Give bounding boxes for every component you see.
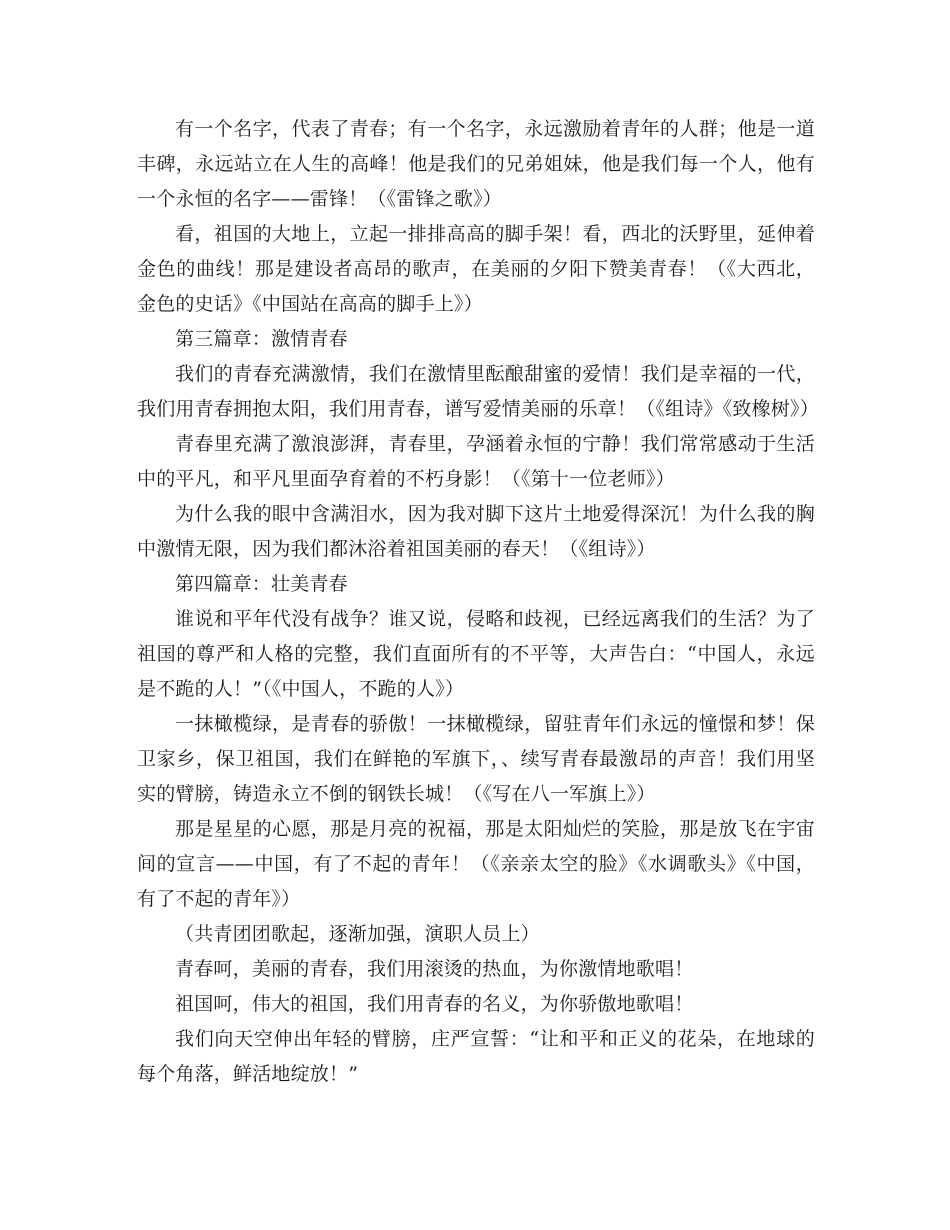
- document-body: [137, 112, 819, 1092]
- paragraph-motherland-scaffold: 看，祖国的大地上，立起一排排高高的脚手架！看，西北的沃野里，延伸着金色的曲线！那是建设者高昂的歌声，在美丽的夕阳下赞美青春！（《大西北，金色的史话》《中国站在高高的脚手上》）: [137, 223, 815, 315]
- stage-direction: （共青团团歌起，逐渐加强，演职人员上）: [175, 923, 540, 945]
- paragraph-olive-green: 一抹橄榄绿，是青春的骄傲！一抹橄榄绿，留驻青年们永远的憧憬和梦！保卫家乡，保卫祖国，我们在鲜艳的军旗下，、续写青春最激昂的声音！我们用坚实的臂膀，铸造永立不倒的钢铁长城！（《写在八一军旗上》）: [137, 713, 815, 805]
- paragraph-passion-love: 我们的青春充满激情，我们在激情里酝酿甜蜜的爱情！我们是幸福的一代，我们用青春拥抱太阳，我们用青春，谱写爱情美丽的乐章！（《组诗》《致橡树》）: [137, 363, 819, 420]
- section-heading-chapter-four: 第四篇章：壮美青春: [175, 573, 348, 595]
- paragraph-youth-waves: 青春里充满了激浪澎湃，青春里，孕涵着永恒的宁静！我们常常感动于生活中的平凡，和平凡里面孕育着的不朽身影！（《第十一位老师》）: [137, 433, 815, 490]
- paragraph-stars-wish: 那是星星的心愿，那是月亮的祝福，那是太阳灿烂的笑脸，那是放飞在宇宙间的宣言——中国，有了不起的青年！（《亲亲太空的脸》《水调歌头》《中国，有了不起的青年》）: [137, 818, 815, 910]
- paragraph-tears-land: 为什么我的眼中含满泪水，因为我对脚下这片土地爱得深沉！为什么我的胸中激情无限，因为我们都沐浴着祖国美丽的春天！（《组诗》）: [137, 503, 815, 560]
- section-heading-chapter-three: 第三篇章：激情青春: [175, 328, 348, 350]
- paragraph-oath: 我们向天空伸出年轻的臂膀，庄严宣誓：“让和平和正义的花朵，在地球的每个角落，鲜活地绽放！”: [137, 1028, 815, 1085]
- paragraph-lei-feng: 有一个名字，代表了青春；有一个名字，永远激励着青年的人群；他是一道丰碑，永远站立在人生的高峰！他是我们的兄弟姐妹，他是我们每一个人，他有一个永恒的名字——雷锋！（《雷锋之歌》）: [137, 118, 815, 210]
- paragraph-peace-war: 谁说和平年代没有战争？谁又说，侵略和歧视，已经远离我们的生活？为了祖国的尊严和人格的完整，我们直面所有的不平等，大声告白：“中国人，永远是不跪的人！”（《中国人，不跪的人》）: [137, 608, 815, 700]
- paragraph-youth-song: 青春呵，美丽的青春，我们用滚烫的热血，为你激情地歌唱！: [175, 958, 694, 980]
- paragraph-motherland-song: 祖国呵，伟大的祖国，我们用青春的名义，为你骄傲地歌唱！: [175, 993, 694, 1015]
